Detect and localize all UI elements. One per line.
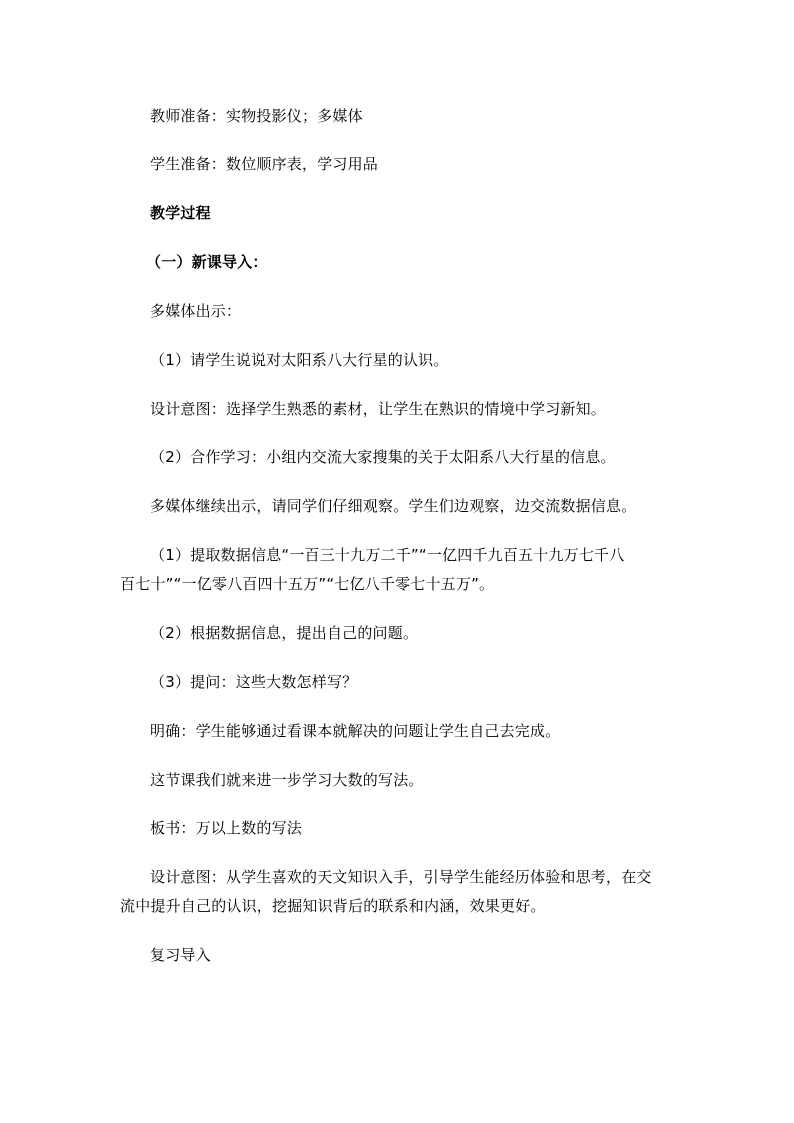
paragraph-ask-question: （2）根据数据信息，提出自己的问题。 <box>150 624 419 642</box>
paragraph-extract-data-line1: （1）提取数据信息“一百三十九万二千”“一亿四千九百五十九万七千八 <box>150 546 625 564</box>
paragraph-review-intro: 复习导入 <box>150 946 211 964</box>
paragraph-design-intent-1: 设计意图：选择学生熟悉的素材，让学生在熟识的情境中学习新知。 <box>150 400 607 418</box>
paragraph-design-intent-2-line1: 设计意图：从学生喜欢的天文知识入手，引导学生能经历体验和思考，在交 <box>150 868 652 886</box>
paragraph-blackboard: 板书：万以上数的写法 <box>150 819 303 837</box>
subsection-heading-new-lesson: （一）新课导入： <box>146 253 268 271</box>
teacher-preparation: 教师准备：实物投影仪；多媒体 <box>150 107 363 125</box>
student-preparation: 学生准备：数位顺序表，学习用品 <box>150 155 379 173</box>
paragraph-extract-data-line2: 百七十”“一亿零八百四十五万”“七亿八千零七十五万”。 <box>120 575 495 593</box>
paragraph-multimedia-continue: 多媒体继续出示，请同学们仔细观察。学生们边观察，边交流数据信息。 <box>150 497 637 515</box>
section-heading-teaching-process: 教学过程 <box>150 204 211 222</box>
paragraph-item-1: （1）请学生说说对太阳系八大行星的认识。 <box>150 351 449 369</box>
paragraph-design-intent-2-line2: 流中提升自己的认识，挖掘知识背后的联系和内涵，效果更好。 <box>120 897 546 915</box>
paragraph-how-to-write: （3）提问：这些大数怎样写？ <box>150 673 358 691</box>
paragraph-clarify: 明确：学生能够通过看课本就解决的问题让学生自己去完成。 <box>150 722 561 740</box>
paragraph-multimedia-show: 多媒体出示： <box>150 302 242 320</box>
paragraph-item-2: （2）合作学习：小组内交流大家搜集的关于太阳系八大行星的信息。 <box>150 448 616 466</box>
paragraph-lesson-intro: 这节课我们就来进一步学习大数的写法。 <box>150 771 424 789</box>
